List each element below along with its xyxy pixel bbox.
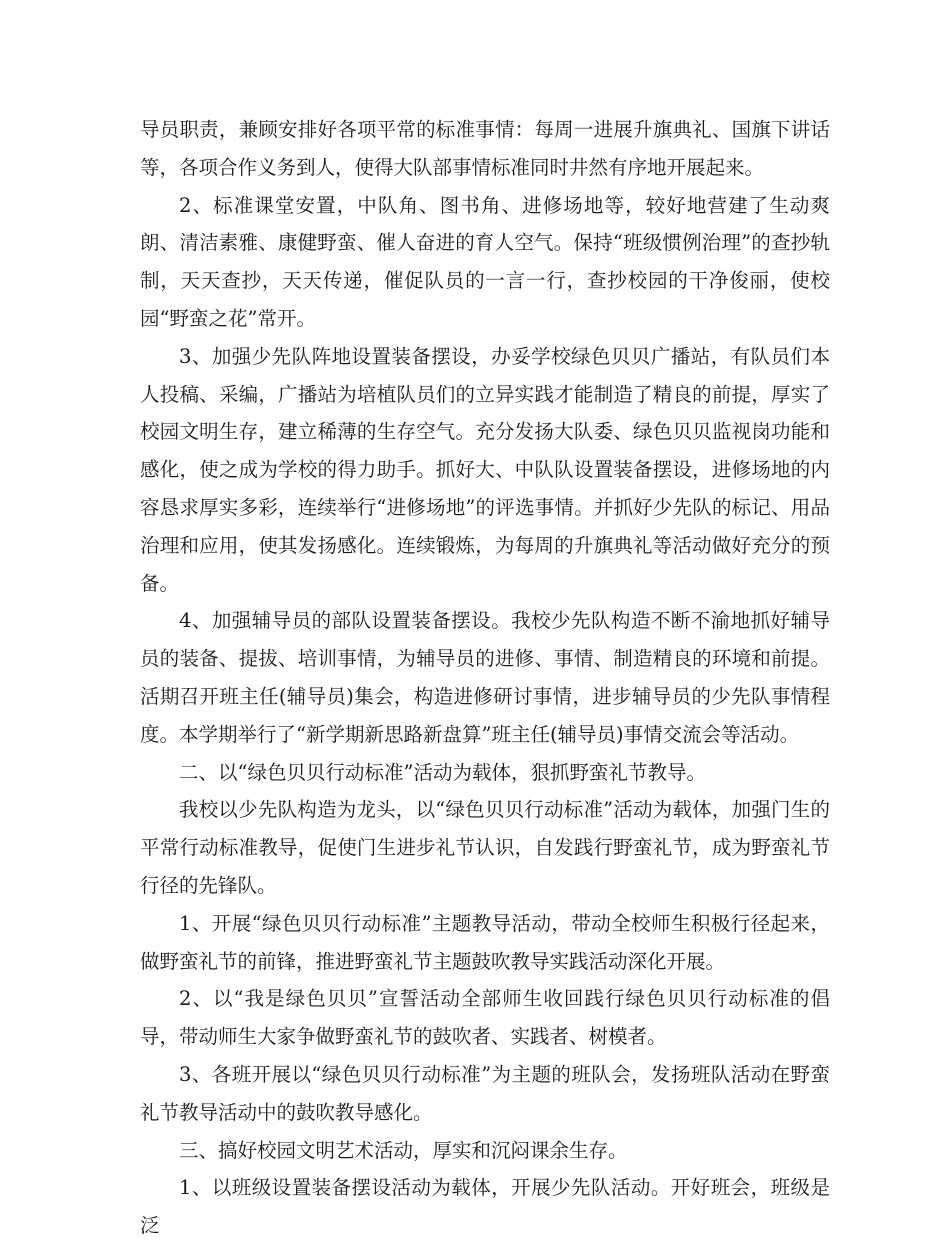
document-body [140,111,830,1245]
paragraph-item-2-classroom: 2、标准课堂安置，中队角、图书角、进修场地等，较好地营建了生动爽朗、清洁素雅、康健野蛮、催人奋进的育人空气。保持“班级惯例治理”的查抄轨制，天天查抄，天天传递，催促队员的一言一行，查抄校园的干净俊丽，使校园“野蛮之花”常开。 [140,193,830,330]
section-heading-2: 二、以“绿色贝贝行动标准”活动为载体，狠抓野蛮礼节教导。 [179,760,706,784]
paragraph-section-2-intro: 我校以少先队构造为龙头，以“绿色贝贝行动标准”活动为载体，加强门生的平常行动标准教导，促使门生进步礼节认识，自发践行野蛮礼节，成为野蛮礼节行径的先锋队。 [140,798,830,897]
paragraph-section-2-item-2: 2、以“我是绿色贝贝”宣誓活动全部师生收回践行绿色贝贝行动标准的倡导，带动师生大家争做野蛮礼节的鼓吹者、实践者、树模者。 [140,987,830,1049]
paragraph-continuation: 导员职责，兼顾安排好各项平常的标准事情：每周一进展升旗典礼、国旗下讲话等，各项合作义务到人，使得大队部事情标准同时井然有序地开展起来。 [140,118,830,179]
section-heading-3: 三、搞好校园文明艺术活动，厚实和沉闷课余生存。 [179,1138,628,1162]
paragraph-section-3-item-1: 1、以班级设置装备摆设活动为载体，开展少先队活动。开好班会，班级是泛 [140,1176,830,1238]
paragraph-item-3-position-building: 3、加强少先队阵地设置装备摆设，办妥学校绿色贝贝广播站，有队员们本人投稿、采编，广播站为培植队员们的立异实践才能制造了精良的前提，厚实了校园文明生存，建立稀薄的生存空气。充分发扬大队委、绿色贝贝监视岗功能和感化，使之成为学校的得力助手。抓好大、中队队设置装备摆设，进修场地的内容恳求厚实多彩，连续举行“进修场地”的评选事情。并抓好少先队的标记、用品治理和应用，使其发扬感化。连续锻炼，为每周的升旗典礼等活动做好充分的预备。 [140,344,830,595]
paragraph-section-2-item-1: 1、开展“绿色贝贝行动标准”主题教导活动，带动全校师生积极行径起来，做野蛮礼节的前锋，推进野蛮礼节主题鼓吹教导实践活动深化开展。 [140,911,830,973]
paragraph-item-4-counselor-team: 4、加强辅导员的部队设置装备摆设。我校少先队构造不断不渝地抓好辅导员的装备、提拔、培训事情，为辅导员的进修、事情、制造精良的环境和前提。活期召开班主任(辅导员)集会，构造进修研讨事情，进步辅导员的少先队事情程度。本学期举行了“新学期新思路新盘算”班主任(辅导员)事情交流会等活动。 [140,609,830,746]
paragraph-section-2-item-3: 3、各班开展以“绿色贝贝行动标准”为主题的班队会，发扬班队活动在野蛮礼节教导活动中的鼓吹教导感化。 [140,1062,830,1124]
